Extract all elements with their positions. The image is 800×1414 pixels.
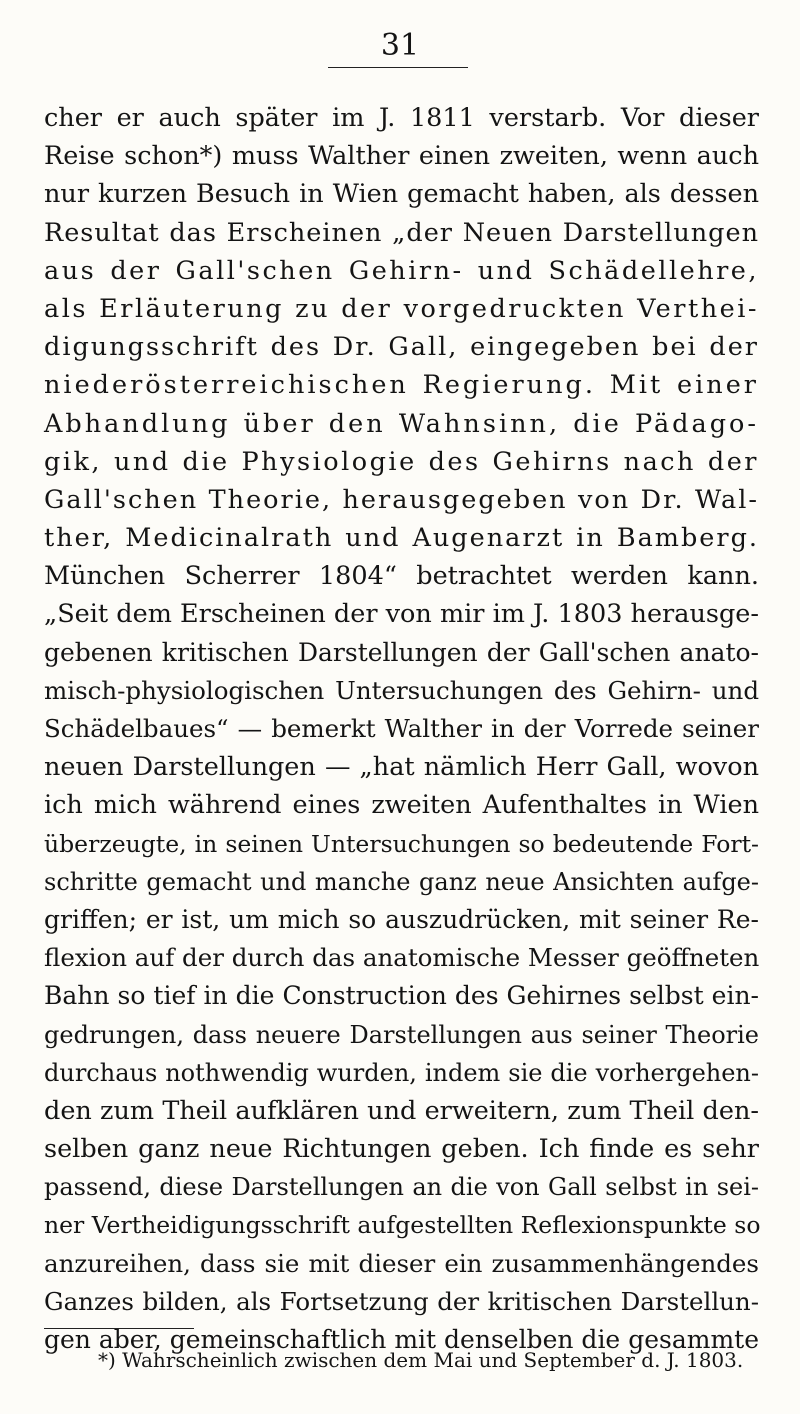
text-line: anzureihen, dass sie mit dieser ein zusammenhängendes bbox=[44, 1248, 759, 1278]
text-line: passend, diese Darstellungen an die von Gall selbst in sei- bbox=[44, 1173, 759, 1202]
text-line: Bahn so tief in die Construction des Gehirnes selbst ein- bbox=[44, 981, 759, 1011]
text-line: cher er auch später im J. 1811 verstarb. Vor dieser bbox=[44, 103, 759, 133]
text-line: den zum Theil aufklären und erweitern, zum Theil den- bbox=[44, 1095, 759, 1126]
text-line: niederösterreichischen Regierung. Mit einer bbox=[44, 370, 759, 401]
text-line: „Seit dem Erscheinen der von mir im J. 1803 herausge- bbox=[44, 599, 759, 630]
text-line: Resultat das Erscheinen „der Neuen Darstellungen bbox=[44, 217, 759, 248]
text-line: München Scherrer 1804“ betrachtet werden kann. bbox=[44, 561, 759, 592]
text-line: ner Vertheidigungsschrift aufgestellten Reflexionspunkte so bbox=[44, 1211, 761, 1240]
text-line: gik, und die Physiologie des Gehirns nach der bbox=[44, 446, 759, 477]
text-line: aus der Gall'schen Gehirn- und Schädellehre, bbox=[44, 255, 759, 286]
text-line: neuen Darstellungen — „hat nämlich Herr Gall, wovon bbox=[44, 752, 759, 783]
text-line: als Erläuterung zu der vorgedruckten Verthei- bbox=[44, 293, 759, 324]
text-line: flexion auf der durch das anatomische Messer geöffneten bbox=[44, 943, 760, 973]
text-line: Abhandlung über den Wahnsinn, die Pädago- bbox=[44, 408, 759, 439]
text-line: nur kurzen Besuch in Wien gemacht haben, als dessen bbox=[44, 179, 759, 210]
body-text bbox=[44, 99, 759, 1359]
footnote: *) Wahrscheinlich zwischen dem Mai und September d. J. 1803. bbox=[98, 1348, 744, 1372]
text-line: selben ganz neue Richtungen geben. Ich finde es sehr bbox=[44, 1134, 759, 1165]
footnote-rule bbox=[44, 1328, 194, 1329]
text-line: ich mich während eines zweiten Aufenthaltes in Wien bbox=[44, 790, 759, 821]
text-line: griffen; er ist, um mich so auszudrücken, mit seiner Re- bbox=[44, 904, 759, 934]
page-number: 31 bbox=[380, 28, 420, 63]
text-line: durchaus nothwendig wurden, indem sie die vorhergehen- bbox=[44, 1058, 759, 1087]
text-line: gedrungen, dass neuere Darstellungen aus seiner Theorie bbox=[44, 1020, 759, 1049]
text-line: digungsschrift des Dr. Gall, eingegeben bei der bbox=[44, 332, 759, 363]
text-line: Gall'schen Theorie, herausgegeben von Dr. Wal- bbox=[44, 484, 759, 515]
text-line: Schädelbaues“ — bemerkt Walther in der Vorrede seiner bbox=[44, 714, 759, 743]
text-line: überzeugte, in seinen Untersuchungen so bedeutende Fort- bbox=[44, 829, 759, 858]
text-line: gebenen kritischen Darstellungen der Gall'schen anato- bbox=[44, 637, 759, 667]
text-line: Ganzes bilden, als Fortsetzung der kritischen Darstellun- bbox=[44, 1286, 759, 1316]
text-line: ther, Medicinalrath und Augenarzt in Bamberg. bbox=[44, 523, 759, 554]
text-line: misch-physiologischen Untersuchungen des Gehirn- und bbox=[44, 675, 759, 705]
text-line: schritte gemacht und manche ganz neue Ansichten aufge- bbox=[44, 867, 759, 896]
text-line: Reise schon*) muss Walther einen zweiten, wenn auch bbox=[44, 141, 759, 172]
header-rule bbox=[328, 67, 468, 68]
text-line: gen aber, gemeinschaftlich mit denselben die gesammte bbox=[44, 1325, 759, 1354]
